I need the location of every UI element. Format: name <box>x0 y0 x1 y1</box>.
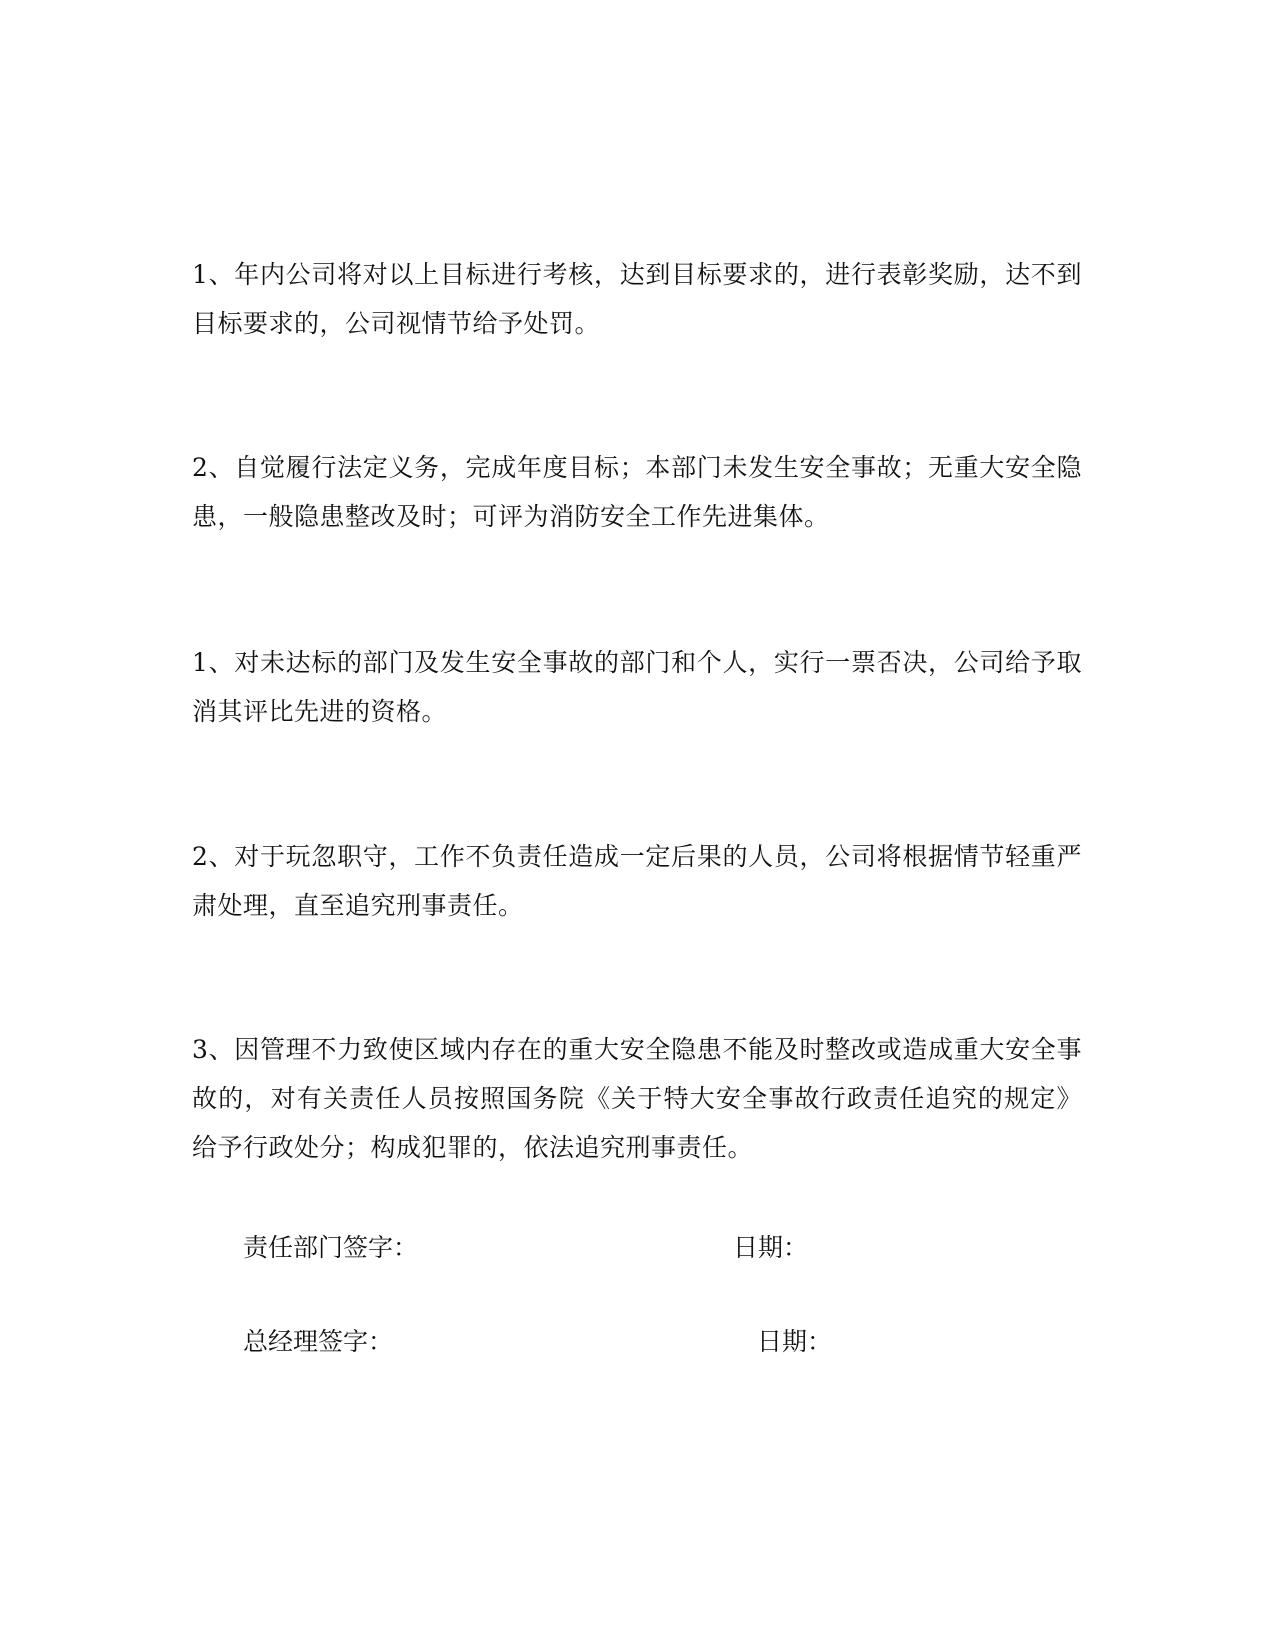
manager-date-label: 日期： <box>757 1327 833 1356</box>
paragraph-2: 2、自觉履行法定义务，完成年度目标；本部门未发生安全事故；无重大安全隐患，一般隐患整改及时；可评为消防安全工作先进集体。 <box>192 453 1082 531</box>
paragraph-5: 3、因管理不力致使区域内存在的重大安全隐患不能及时整改或造成重大安全事故的，对有关责任人员按照国务院《关于特大安全事故行政责任追究的规定》给予行政处分；构成犯罪的，依法追究刑事责任。 <box>192 1035 1082 1162</box>
paragraph-4: 2、对于玩忽职守，工作不负责任造成一定后果的人员，公司将根据情节轻重严肃处理，直至追究刑事责任。 <box>192 842 1082 920</box>
department-signature-label: 责任部门签字： <box>243 1233 419 1262</box>
manager-signature-label: 总经理签字： <box>243 1327 394 1356</box>
paragraph-1: 1、年内公司将对以上目标进行考核，达到目标要求的，进行表彰奖励，达不到目标要求的，公司视情节给予处罚。 <box>192 260 1082 338</box>
paragraph-3: 1、对未达标的部门及发生安全事故的部门和个人，实行一票否决，公司给予取消其评比先进的资格。 <box>192 648 1082 726</box>
department-date-label: 日期： <box>733 1233 809 1262</box>
